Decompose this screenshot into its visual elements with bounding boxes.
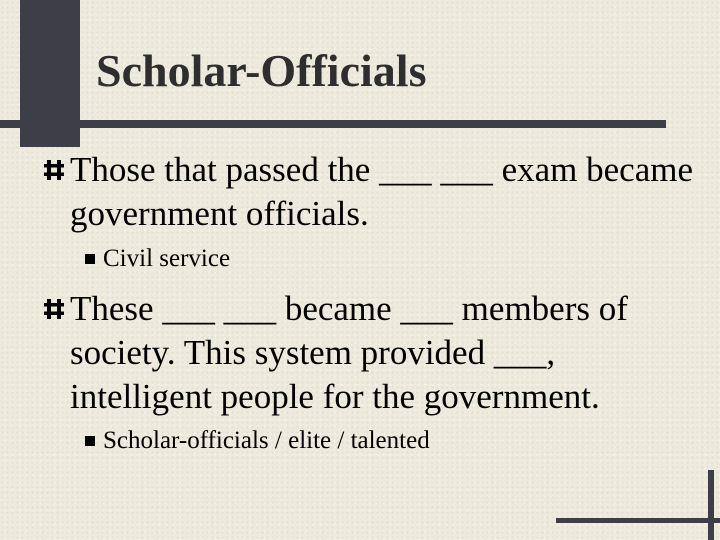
slide-title: Scholar-Officials [96, 45, 427, 96]
hash-bullet-icon [44, 298, 64, 320]
bullet-2 [70, 287, 700, 419]
bullet-2-text: These ___ ___ became ___ members of society. This system provided ___, intelligent people for the government. [70, 289, 628, 416]
footer-corner-bar [708, 470, 714, 540]
square-bullet-icon [85, 436, 95, 446]
title-rule [0, 120, 666, 128]
square-bullet-icon [85, 254, 95, 264]
hash-bullet-icon [44, 159, 64, 181]
sub-bullet-1 [103, 244, 230, 274]
sub-bullet-1-text: Civil service [103, 245, 231, 272]
bullet-1 [70, 148, 700, 236]
sub-bullet-2-text: Scholar-officials / elite / talented [103, 427, 430, 454]
footer-rule [556, 518, 720, 523]
sub-bullet-2 [103, 426, 430, 456]
bullet-1-text: Those that passed the ___ ___ exam became government officials. [70, 150, 693, 233]
